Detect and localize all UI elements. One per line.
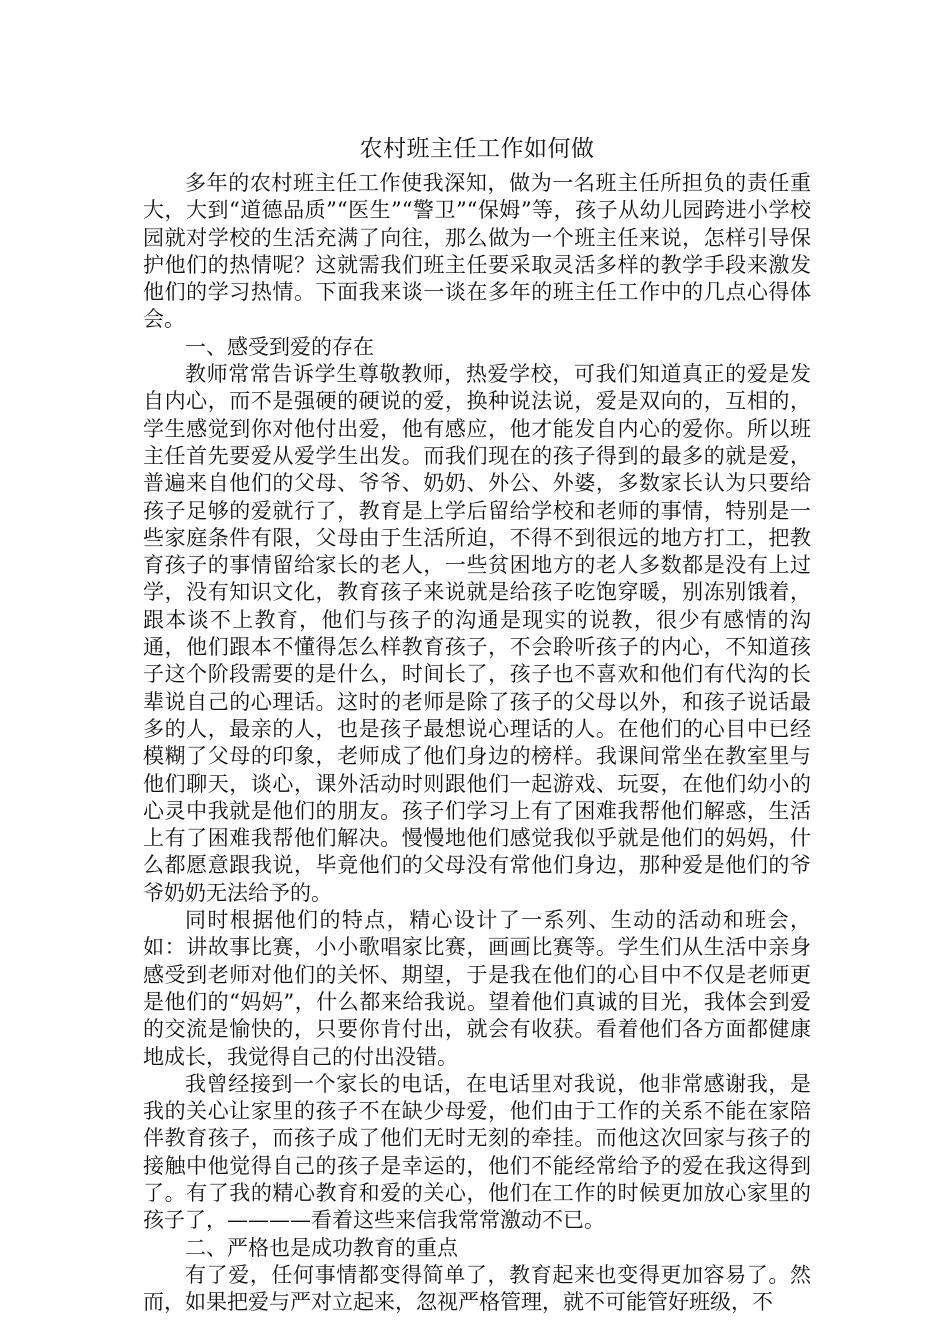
body-paragraph: 我曾经接到一个家长的电话，在电话里对我说，他非常感谢我，是我的关心让家里的孩子不在缺少母爱，他们由于工作的关系不能在家陪伴教育孩子，而孩子成了他们无时无刻的牵挂。而他这次回家与孩子的接触中他觉得自己的孩子是幸运的，他们不能经常给予的爱在我这得到了。有了我的精心教育和爱的关心，他们在工作的时候更加放心家里的孩子了，————看着这些来信我常常激动不已。: [143, 1071, 811, 1233]
section-heading-1: 一、感受到爱的存在: [185, 334, 374, 359]
document-title: 农村班主任工作如何做: [359, 136, 595, 162]
body-paragraph: 同时根据他们的特点，精心设计了一系列、生动的活动和班会，如：讲故事比赛，小小歌唱家比赛，画画比赛等。学生们从生活中亲身感受到老师对他们的关怀、期望，于是我在他们的心目中不仅是老师更是他们的“妈妈”，什么都来给我说。望着他们真诚的目光，我体会到爱的交流是愉快的，只要你肯付出，就会有收获。看着他们各方面都健康地成长，我觉得自己的付出没错。: [143, 908, 811, 1069]
body-paragraph: 有了爱，任何事情都变得简单了，教育起来也变得更加容易了。然而，如果把爱与严对立起来，忽视严格管理，就不可能管好班级，不: [143, 1262, 811, 1315]
document-page: [143, 132, 811, 1316]
section-heading-2: 二、严格也是成功教育的重点: [185, 1235, 458, 1260]
body-paragraph: 教师常常告诉学生尊敬教师，热爱学校，可我们知道真正的爱是发自内心，而不是强硬的硬说的爱，换种说法说，爱是双向的，互相的，学生感觉到你对他付出爱，他有感应，他才能发自内心的爱你。所以班主任首先要爱从爱学生出发。而我们现在的孩子得到的最多的就是爱，普遍来自他们的父母、爷爷、奶奶、外公、外婆，多数家长认为只要给孩子足够的爱就行了，教育是上学后留给学校和老师的事情，特别是一些家庭条件有限，父母由于生活所迫，不得不到很远的地方打工，把教育孩子的事情留给家长的老人，一些贫困地方的老人多数都是没有上过学，没有知识文化，教育孩子来说就是给孩子吃饱穿暖，别冻别饿着，跟本谈不上教育，他们与孩子的沟通是现实的说教，很少有感情的沟通，他们跟本不懂得怎么样教育孩子，不会聆听孩子的内心，不知道孩子这个阶段需要的是什么，时间长了，孩子也不喜欢和他们有代沟的长辈说自己的心理话。这时的老师是除了孩子的父母以外，和孩子说话最多的人，最亲的人，也是孩子最想说心理话的人。在他们的心目中已经模糊了父母的印象，老师成了他们身边的榜样。我课间常坐在教室里与他们聊天，谈心，课外活动时则跟他们一起游戏、玩耍，在他们幼小的心灵中我就是他们的朋友。孩子们学习上有了困难我帮他们解惑，生活上有了困难我帮他们解决。慢慢地他们感觉我似乎就是他们的妈妈，什么都愿意跟我说，毕竟他们的父母没有常他们身边，那种爱是他们的爷爷奶奶无法给予的。: [143, 362, 811, 905]
intro-paragraph: 多年的农村班主任工作使我深知，做为一名班主任所担负的责任重大，大到“道德品质”“医生”“警卫”“保姆”等，孩子从幼儿园跨进小学校园就对学校的生活充满了向往，那么做为一个班主任来说，怎样引导保护他们的热情呢？这就需我们班主任要采取灵活多样的教学手段来激发他们的学习热情。下面我来谈一谈在多年的班主任工作中的几点心得体会。: [143, 171, 811, 332]
